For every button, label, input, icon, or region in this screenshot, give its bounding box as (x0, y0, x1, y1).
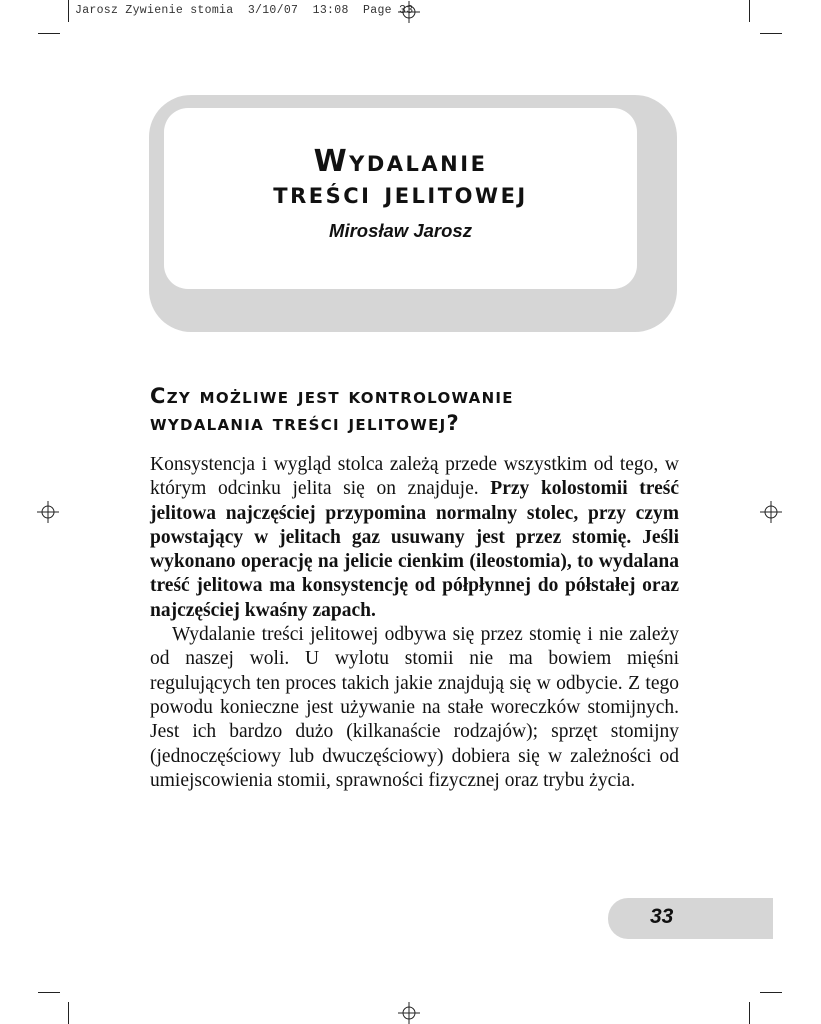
paragraph-1-regular: Konsystencja i wygląd stolca zależą przede wszystkim od tego, w którym odcinku jelita się on znajduje. (150, 454, 679, 500)
registration-mark-right-icon (760, 501, 782, 523)
crop-mark-top-left-h (38, 33, 60, 34)
section-heading-line-2: wydalania treści jelitowej? (150, 411, 461, 435)
crop-mark-top-right-v (749, 0, 750, 22)
registration-mark-left-icon (37, 501, 59, 523)
paragraph-2: Wydalanie treści jelitowej odbywa się przez stomię i nie zależy od naszej woli. U wylotu stomii nie ma bowiem mięśni regulujących ten proces takich jakie znajdują się w odbycie. Z tego powodu konieczne jest używanie na stałe woreczków stomijnych. Jest ich bardzo dużo (kilkanaście rodzajów); sprzęt stomijny (jednoczęściowy lub dwuczęściowy) dobiera się w zależności od umiejscowienia stomii, sprawności fizycznej oraz trybu życia. (150, 624, 679, 791)
crop-mark-bottom-right-h (760, 992, 782, 993)
page-number: 33 (650, 905, 674, 928)
crop-mark-bottom-left-v (68, 1002, 69, 1024)
crop-mark-bottom-left-h (38, 992, 60, 993)
chapter-title (164, 146, 637, 210)
chapter-title-line-2: treści jelitowej (273, 176, 528, 211)
crop-mark-top-right-h (760, 33, 782, 34)
body-text (150, 453, 679, 793)
paragraph-1-bold: Przy kolostomii treść jelitowa najczęściej przypomina normalny stolec, przy czym powstający w jelitach gaz usuwany jest przez stomię. Jeśli wykonano operację na jelicie cienkim (ileostomia), to wydalana treść jelitowa ma konsystencję od półpłynnej do półstałej oraz najczęściej kwaśny zapach. (150, 478, 679, 621)
page-number-tab (608, 898, 773, 939)
chapter-author: Mirosław Jarosz (329, 220, 472, 241)
section-heading (150, 383, 690, 437)
section-heading-line-1: Czy możliwe jest kontrolowanie (150, 384, 514, 408)
registration-mark-bottom-icon (398, 1002, 420, 1024)
registration-mark-top-icon (398, 1, 420, 23)
crop-mark-top-left-v (68, 0, 69, 22)
title-box (164, 108, 637, 289)
print-slug-line: Jarosz Zywienie stomia 3/10/07 13:08 Page 33 (75, 4, 414, 17)
crop-mark-bottom-right-v (749, 1002, 750, 1024)
chapter-title-line-1: Wydalanie (313, 144, 488, 179)
paragraph-1 (150, 453, 679, 623)
